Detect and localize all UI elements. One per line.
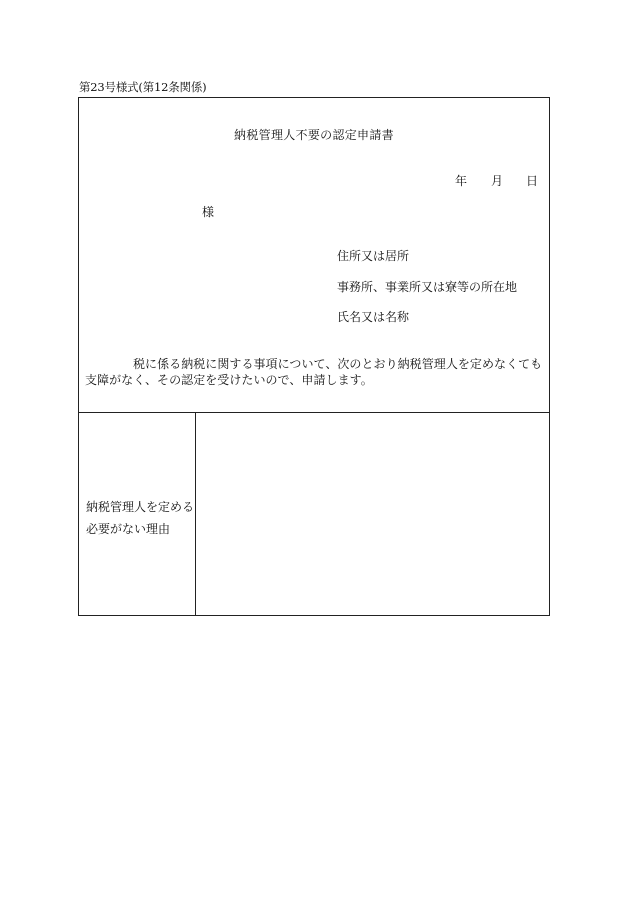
office-location-label: 事務所、事業所又は寮等の所在地 bbox=[337, 280, 518, 294]
name-label: 氏名又は名称 bbox=[337, 310, 410, 324]
application-statement: 税に係る納税に関する事項について、次のとおり納税管理人を定めなくても支障がなく、その認定を受けたいので、申請します。 bbox=[85, 357, 543, 387]
reason-label bbox=[86, 496, 196, 540]
address-label: 住所又は居所 bbox=[337, 249, 410, 263]
application-form bbox=[78, 97, 550, 616]
reason-label-line2: 必要がない理由 bbox=[86, 522, 171, 536]
addressee-honorific: 様 bbox=[202, 205, 215, 219]
reason-field[interactable] bbox=[196, 413, 549, 615]
date-year-label: 年 bbox=[455, 174, 468, 188]
date-month-label: 月 bbox=[491, 174, 504, 188]
date-day-label: 日 bbox=[526, 174, 539, 188]
form-number: 第23号様式(第12条関係) bbox=[79, 80, 207, 94]
reason-label-line1: 納税管理人を定める bbox=[86, 500, 195, 514]
form-title: 納税管理人不要の認定申請書 bbox=[234, 128, 394, 142]
